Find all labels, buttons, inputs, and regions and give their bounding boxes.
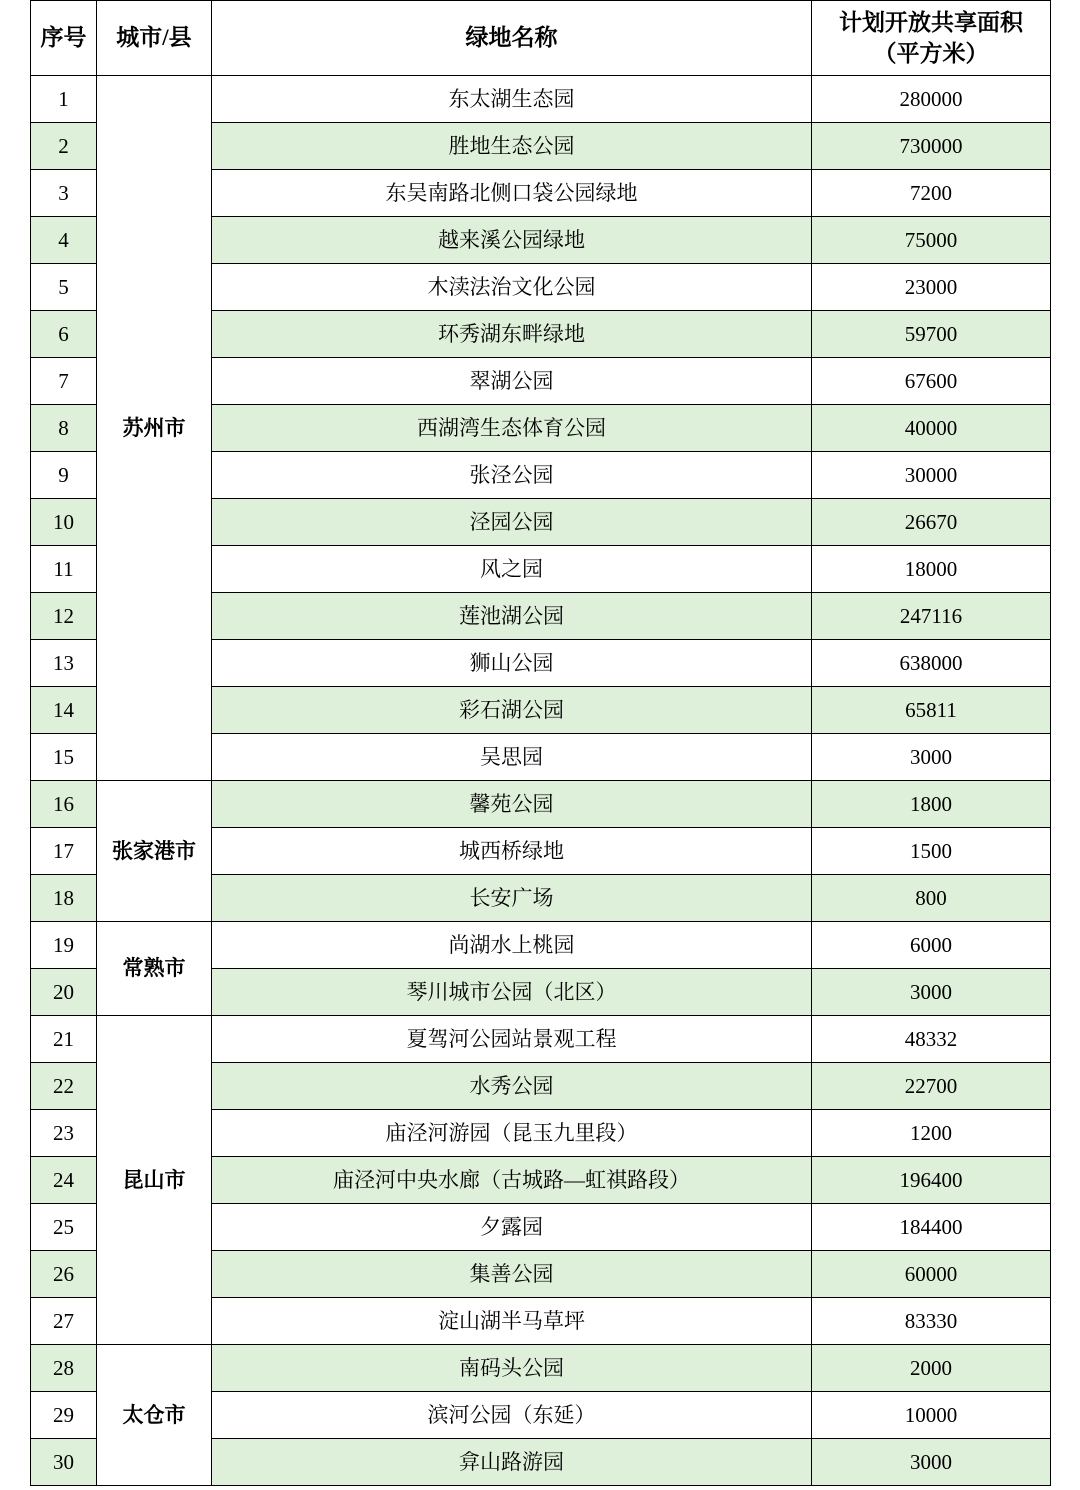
- cell-sequence: 6: [31, 311, 97, 358]
- green-space-table: [30, 0, 1051, 1486]
- cell-green-space-name: 长安广场: [212, 875, 812, 922]
- cell-planned-area: 800: [812, 875, 1051, 922]
- cell-sequence: 11: [31, 546, 97, 593]
- cell-green-space-name: 张泾公园: [212, 452, 812, 499]
- cell-sequence: 24: [31, 1157, 97, 1204]
- cell-sequence: 26: [31, 1251, 97, 1298]
- table-row: [31, 76, 1051, 123]
- cell-green-space-name: 莲池湖公园: [212, 593, 812, 640]
- cell-planned-area: 1500: [812, 828, 1051, 875]
- cell-planned-area: 83330: [812, 1298, 1051, 1345]
- cell-sequence: 29: [31, 1392, 97, 1439]
- cell-sequence: 17: [31, 828, 97, 875]
- column-header-sequence: 序号: [31, 1, 97, 76]
- cell-sequence: 22: [31, 1063, 97, 1110]
- column-header-city: 城市/县: [97, 1, 212, 76]
- cell-sequence: 2: [31, 123, 97, 170]
- cell-sequence: 8: [31, 405, 97, 452]
- column-header-planned-area-line2: （平方米）: [873, 41, 989, 66]
- cell-green-space-name: 东吴南路北侧口袋公园绿地: [212, 170, 812, 217]
- cell-green-space-name: 西湖湾生态体育公园: [212, 405, 812, 452]
- cell-city: 张家港市: [97, 781, 212, 922]
- cell-planned-area: 196400: [812, 1157, 1051, 1204]
- cell-green-space-name: 滨河公园（东延）: [212, 1392, 812, 1439]
- cell-sequence: 16: [31, 781, 97, 828]
- cell-planned-area: 67600: [812, 358, 1051, 405]
- cell-sequence: 12: [31, 593, 97, 640]
- cell-planned-area: 280000: [812, 76, 1051, 123]
- table-header: [31, 1, 1051, 76]
- cell-sequence: 30: [31, 1439, 97, 1486]
- cell-green-space-name: 风之园: [212, 546, 812, 593]
- cell-sequence: 5: [31, 264, 97, 311]
- cell-planned-area: 247116: [812, 593, 1051, 640]
- cell-green-space-name: 东太湖生态园: [212, 76, 812, 123]
- cell-planned-area: 3000: [812, 734, 1051, 781]
- cell-green-space-name: 南码头公园: [212, 1345, 812, 1392]
- cell-sequence: 3: [31, 170, 97, 217]
- cell-planned-area: 184400: [812, 1204, 1051, 1251]
- cell-sequence: 28: [31, 1345, 97, 1392]
- column-header-green-space-name: 绿地名称: [212, 1, 812, 76]
- cell-green-space-name: 环秀湖东畔绿地: [212, 311, 812, 358]
- table-row: [31, 1345, 1051, 1392]
- cell-planned-area: 23000: [812, 264, 1051, 311]
- cell-green-space-name: 翠湖公园: [212, 358, 812, 405]
- cell-green-space-name: 越来溪公园绿地: [212, 217, 812, 264]
- cell-planned-area: 65811: [812, 687, 1051, 734]
- cell-planned-area: 26670: [812, 499, 1051, 546]
- cell-green-space-name: 狮山公园: [212, 640, 812, 687]
- cell-planned-area: 75000: [812, 217, 1051, 264]
- cell-planned-area: 3000: [812, 1439, 1051, 1486]
- cell-planned-area: 60000: [812, 1251, 1051, 1298]
- table-row: [31, 1016, 1051, 1063]
- cell-planned-area: 7200: [812, 170, 1051, 217]
- cell-green-space-name: 城西桥绿地: [212, 828, 812, 875]
- cell-planned-area: 2000: [812, 1345, 1051, 1392]
- cell-green-space-name: 庙泾河中央水廊（古城路—虹祺路段）: [212, 1157, 812, 1204]
- cell-planned-area: 6000: [812, 922, 1051, 969]
- cell-planned-area: 40000: [812, 405, 1051, 452]
- cell-planned-area: 48332: [812, 1016, 1051, 1063]
- cell-planned-area: 10000: [812, 1392, 1051, 1439]
- cell-planned-area: 638000: [812, 640, 1051, 687]
- cell-planned-area: 22700: [812, 1063, 1051, 1110]
- cell-sequence: 1: [31, 76, 97, 123]
- cell-planned-area: 1800: [812, 781, 1051, 828]
- cell-green-space-name: 尚湖水上桃园: [212, 922, 812, 969]
- table-header-row: [31, 1, 1051, 76]
- cell-green-space-name: 馨苑公园: [212, 781, 812, 828]
- cell-sequence: 15: [31, 734, 97, 781]
- cell-sequence: 14: [31, 687, 97, 734]
- column-header-planned-area: [812, 1, 1051, 76]
- cell-sequence: 4: [31, 217, 97, 264]
- cell-sequence: 19: [31, 922, 97, 969]
- cell-city: 太仓市: [97, 1345, 212, 1486]
- cell-green-space-name: 吴思园: [212, 734, 812, 781]
- cell-green-space-name: 琴川城市公园（北区）: [212, 969, 812, 1016]
- cell-sequence: 25: [31, 1204, 97, 1251]
- cell-planned-area: 730000: [812, 123, 1051, 170]
- cell-green-space-name: 木渎法治文化公园: [212, 264, 812, 311]
- cell-green-space-name: 庙泾河游园（昆玉九里段）: [212, 1110, 812, 1157]
- cell-green-space-name: 淀山湖半马草坪: [212, 1298, 812, 1345]
- cell-sequence: 20: [31, 969, 97, 1016]
- cell-city: 昆山市: [97, 1016, 212, 1345]
- cell-green-space-name: 夏驾河公园站景观工程: [212, 1016, 812, 1063]
- cell-planned-area: 30000: [812, 452, 1051, 499]
- cell-sequence: 27: [31, 1298, 97, 1345]
- cell-sequence: 9: [31, 452, 97, 499]
- cell-sequence: 13: [31, 640, 97, 687]
- cell-green-space-name: 集善公园: [212, 1251, 812, 1298]
- cell-sequence: 18: [31, 875, 97, 922]
- cell-green-space-name: 弇山路游园: [212, 1439, 812, 1486]
- cell-sequence: 21: [31, 1016, 97, 1063]
- cell-green-space-name: 胜地生态公园: [212, 123, 812, 170]
- cell-sequence: 10: [31, 499, 97, 546]
- table-body: [31, 76, 1051, 1486]
- cell-planned-area: 18000: [812, 546, 1051, 593]
- cell-sequence: 7: [31, 358, 97, 405]
- cell-planned-area: 3000: [812, 969, 1051, 1016]
- cell-green-space-name: 夕露园: [212, 1204, 812, 1251]
- table-row: [31, 922, 1051, 969]
- cell-city: 常熟市: [97, 922, 212, 1016]
- cell-sequence: 23: [31, 1110, 97, 1157]
- cell-planned-area: 59700: [812, 311, 1051, 358]
- cell-green-space-name: 彩石湖公园: [212, 687, 812, 734]
- table-row: [31, 781, 1051, 828]
- cell-city: 苏州市: [97, 76, 212, 781]
- cell-planned-area: 1200: [812, 1110, 1051, 1157]
- cell-green-space-name: 泾园公园: [212, 499, 812, 546]
- cell-green-space-name: 水秀公园: [212, 1063, 812, 1110]
- column-header-planned-area-line1: 计划开放共享面积: [839, 9, 1023, 35]
